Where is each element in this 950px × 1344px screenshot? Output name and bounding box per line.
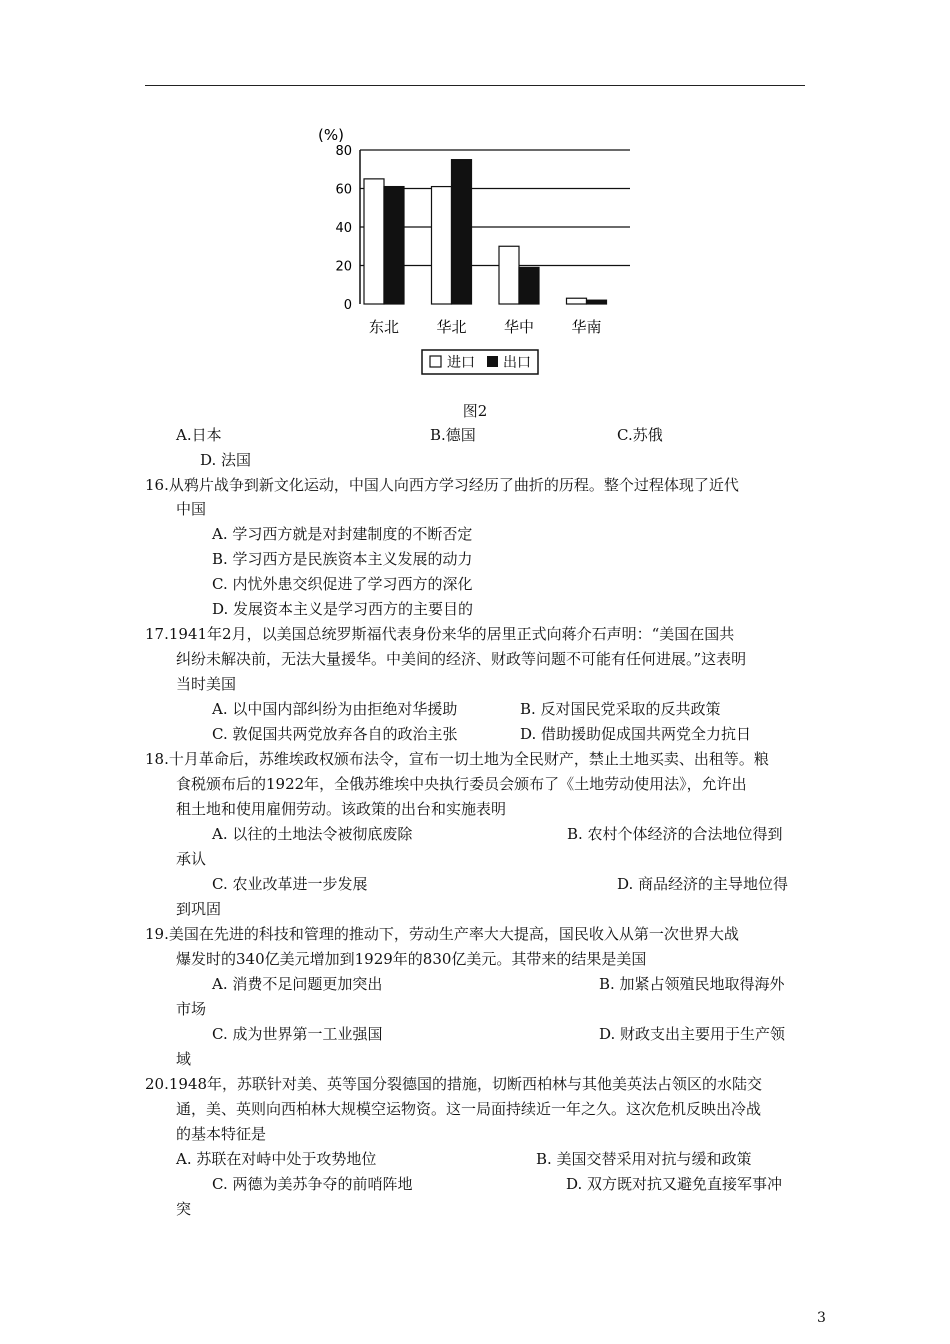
x-category-label: 华北 (436, 318, 467, 336)
q19-option-b: B. 加紧占领殖民地取得海外 (599, 975, 785, 993)
chart-legend (422, 350, 538, 374)
q19-option-d-continued: 域 (176, 1050, 192, 1068)
q20-stem-line-3: 的基本特征是 (176, 1125, 267, 1143)
header-rule (145, 85, 805, 86)
q16-stem-line-1: 16.从鸦片战争到新文化运动，中国人向西方学习经历了曲折的历程。整个过程体现了近代 (145, 476, 739, 494)
q18-option-b: B. 农村个体经济的合法地位得到 (567, 825, 783, 843)
x-category-label: 东北 (368, 318, 400, 336)
q20-option-c: C. 两德为美苏争夺的前哨阵地 (212, 1175, 413, 1193)
y-tick-label: 20 (335, 259, 352, 275)
y-tick-label: 0 (343, 298, 352, 313)
q17-option-b: B. 反对国民党采取的反共政策 (520, 700, 721, 718)
q19-option-b-continued: 市场 (176, 1000, 207, 1018)
q20-stem-line-2: 通，美、英则向西柏林大规模空运物资。这一局面持续近一年之久。这次危机反映出冷战 (176, 1100, 762, 1118)
q16-option-b: B. 学习西方是民族资本主义发展的动力 (212, 550, 473, 568)
bar-import (499, 246, 519, 304)
bar-export (452, 160, 472, 304)
q18-option-a: A. 以往的土地法令被彻底废除 (212, 825, 413, 843)
x-category-label: 华中 (503, 318, 535, 336)
q20-stem-line-1: 20.1948年，苏联针对美、英等国分裂德国的措施，切断西柏林与其他美英法占领区的水陆交 (145, 1075, 763, 1093)
bar-export (384, 187, 404, 304)
q17-option-d: D. 借助援助促成国共两党全力抗日 (520, 725, 752, 743)
q16-option-a: A. 学习西方就是对封建制度的不断否定 (212, 525, 473, 543)
page-number: 3 (817, 1310, 826, 1326)
q18-option-b-continued: 承认 (176, 850, 207, 868)
q19-option-d: D. 财政支出主要用于生产领 (599, 1025, 786, 1043)
bar-chart (300, 120, 660, 380)
y-axis-label: (%) (318, 126, 344, 144)
q15-option-c: C.苏俄 (617, 426, 663, 444)
q19-stem-line-1: 19.美国在先进的科技和管理的推动下，劳动生产率大大提高，国民收入从第一次世界大战 (145, 925, 739, 943)
x-category-label: 华南 (571, 318, 602, 336)
q17-option-c: C. 敦促国共两党放弃各自的政治主张 (212, 725, 458, 743)
legend-label-import: 进口 (447, 355, 475, 371)
bar-export (519, 267, 539, 304)
q15-option-a: A.日本 (176, 426, 222, 444)
q20-option-b: B. 美国交替采用对抗与缓和政策 (536, 1150, 752, 1168)
legend-swatch-export (487, 356, 498, 367)
bar-export (587, 300, 607, 304)
legend-swatch-import (430, 356, 441, 367)
bar-import (567, 298, 587, 304)
q17-stem-line-2: 纠纷未解决前，无法大量援华。中美间的经济、财政等问题不可能有任何进展。”这表明 (176, 650, 747, 668)
q15-option-b: B.德国 (430, 426, 476, 444)
q20-option-d-continued: 突 (176, 1200, 192, 1218)
q19-stem-line-2: 爆发时的340亿美元增加到1929年的830亿美元。其带来的结果是美国 (176, 950, 647, 968)
q18-option-c: C. 农业改革进一步发展 (212, 875, 368, 893)
y-tick-label: 80 (335, 144, 352, 159)
q18-stem-line-1: 18.十月革命后，苏维埃政权颁布法令，宣布一切土地为全民财产，禁止土地买卖、出租等。粮 (145, 750, 769, 768)
q19-option-c: C. 成为世界第一工业强国 (212, 1025, 383, 1043)
bar-import (432, 187, 452, 304)
q17-stem-line-1: 17.1941年2月，以美国总统罗斯福代表身份来华的居里正式向蒋介石声明：“美国在国共 (145, 625, 735, 643)
legend-label-export: 出口 (503, 355, 531, 371)
y-tick-label: 40 (335, 221, 352, 236)
q16-stem-line-2: 中国 (176, 500, 207, 518)
q18-stem-line-2: 食税颁布后的1922年，全俄苏维埃中央执行委员会颁布了《土地劳动使用法》，允许出 (176, 775, 747, 793)
q18-option-d: D. 商品经济的主导地位得 (617, 875, 789, 893)
q16-option-c: C. 内忧外患交织促进了学习西方的深化 (212, 575, 473, 593)
q16-option-d: D. 发展资本主义是学习西方的主要目的 (212, 600, 474, 618)
y-tick-label: 60 (335, 182, 352, 198)
q15-option-d: D. 法国 (200, 451, 252, 469)
figure-caption: 图2 (462, 402, 488, 420)
bar-import (364, 179, 384, 304)
q17-option-a: A. 以中国内部纠纷为由拒绝对华援助 (212, 700, 458, 718)
q18-stem-line-3: 租土地和使用雇佣劳动。该政策的出台和实施表明 (176, 800, 507, 818)
q18-option-d-continued: 到巩固 (176, 900, 222, 918)
q19-option-a: A. 消费不足问题更加突出 (212, 975, 383, 993)
q20-option-a: A. 苏联在对峙中处于攻势地位 (176, 1150, 377, 1168)
q17-stem-line-3: 当时美国 (176, 675, 237, 693)
q20-option-d: D. 双方既对抗又避免直接军事冲 (566, 1175, 783, 1193)
